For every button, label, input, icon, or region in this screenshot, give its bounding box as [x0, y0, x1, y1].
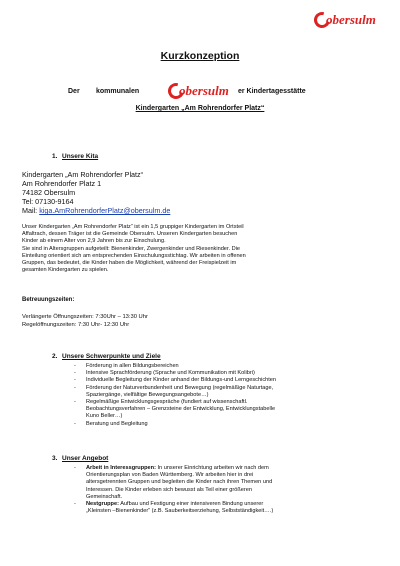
mail-line: Mail: kiga.AmRohrendorferPlatz@obersulm.de — [22, 206, 171, 215]
inline-obersulm-logo — [168, 82, 236, 100]
address-line: Am Rohrendorfer Platz 1 — [22, 179, 102, 188]
intro-paragraph: Unser Kindergarten „Am Rohrendorfer Platz“ ist ein 1,5 gruppiger Kindergarten im Ortsteil Affaltrach, dessen Träger ist die Gemeinde Obersulm. Unseren Kindergarten besuchen Kinder ab einem Alter von 2,9 Jahren bis zur Einschulung. Sie sind in Altersgruppen aufgeteilt: Bienenkinder, Zwergenkinder und Riesenkinder. Die Einteilung orientiert sich am entsprechenden Einschulungsstichtag. Wir arbeiten in offenen Gruppen, das bedeutet, die Kinder haben die Möglichkeit, während der Freispielzeit im gesamten Kindergarten zu spielen. — [22, 224, 246, 274]
address-block — [22, 170, 170, 215]
betreuungszeiten-label: Betreuungszeiten: — [22, 297, 75, 303]
list-item: - Arbeit in Interessgruppen: In unserer Einrichtung arbeiten wir nach dem Orientierungsplan von Baden Württemberg. Wir arbeiten hier in drei altersgetrennten Gruppen und begleiten die Kinder nach ihren Themen und Interessen. Die Kinder erleben sich bewusst als Teil einer größeren Gemeinschaft. — [86, 465, 386, 501]
address-line: Kindergarten „Am Rohrendorfer Platz“ — [22, 170, 144, 179]
list-item: - Intensive Sprachförderung (Sprache und Kommunikation mit Kolibri) — [86, 370, 386, 377]
section-3-heading: 3. Unser Angebot — [52, 455, 109, 462]
obersulm-logo — [314, 12, 384, 28]
opening-hours: Verlängerte Öffnungszeiten: 7:30Uhr – 13:30 Uhr Regelöffnungszeiten: 7:30 Uhr- 12:30 Uhr — [22, 314, 148, 328]
list-item: - Förderung der Naturverbundenheit und Bewegung (regelmäßige Naturtage, Spaziergänge, vielfältige Bewegungsangebote…) — [86, 385, 386, 399]
section-2-heading: 2. Unsere Schwerpunkte und Ziele — [52, 353, 161, 360]
section-1-heading: 1. Unsere Kita — [52, 153, 99, 160]
subtitle-rest: er Kindertagesstätte — [238, 88, 306, 95]
list-item: - Regelmäßige Entwicklungsgespräche (fundiert auf wissenschaftl. Beobachtungsverfahren – Grenzsteine der Entwicklung, Entwicklungstabelle Kuno Beller…) — [86, 399, 386, 421]
address-line: Tel: 07130-9164 — [22, 197, 74, 206]
mail-link[interactable]: kiga.AmRohrendorferPlatz@obersulm.de — [39, 206, 171, 215]
list-item: - Individuelle Begleitung der Kinder anhand der Bildungs-und Lerngeschichten — [86, 377, 386, 384]
logo-text: obersulm — [326, 12, 376, 27]
inline-logo-text: obersulm — [179, 83, 229, 98]
address-line: 74182 Obersulm — [22, 188, 76, 197]
document-title: Kurzkonzeption — [160, 50, 240, 62]
section-3-list — [86, 465, 386, 515]
section-2-list — [86, 363, 386, 428]
kindergarten-name: Kindergarten „Am Rohrendorfer Platz“ — [135, 105, 265, 112]
list-item: - Förderung in allen Bildungsbereichen — [86, 363, 386, 370]
subtitle-der: Der — [68, 88, 80, 95]
list-item: - Beratung und Begleitung — [86, 421, 386, 428]
subtitle-row — [0, 82, 400, 102]
subtitle-kommunalen: kommunalen — [96, 88, 140, 95]
list-item: - Nestgruppe: Aufbau und Festigung einer intensiveren Bindung unserer „Kleinsten –Bienenkinder“ (z.B. Sauberkeitserziehung, Selbstständigkeit….) — [86, 501, 386, 515]
